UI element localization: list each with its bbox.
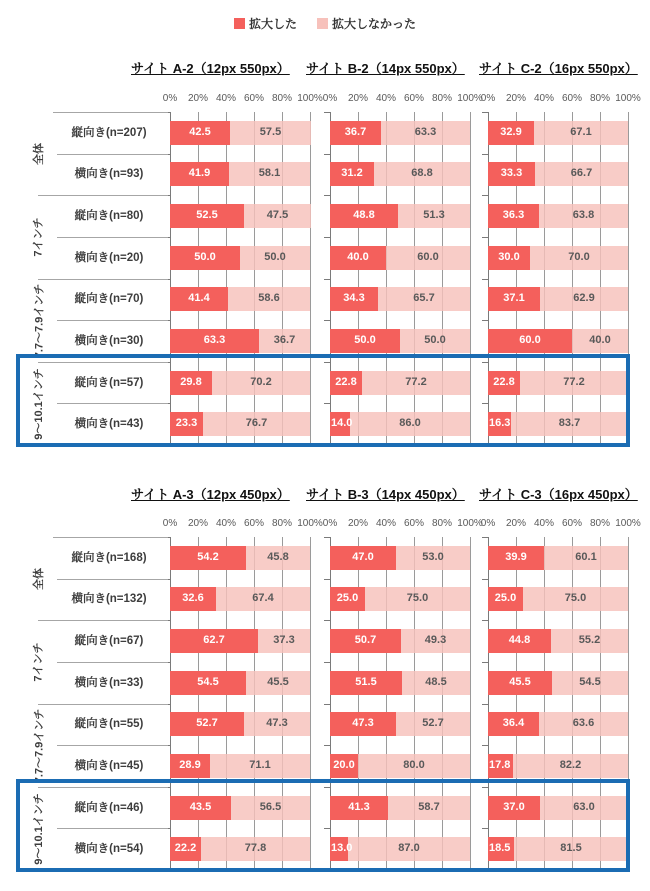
value-label-not-expanded: 67.1 [570, 126, 592, 138]
value-label-expanded: 37.1 [503, 292, 525, 304]
value-label-expanded: 16.3 [489, 417, 511, 429]
x-axis-tick-label: 60% [403, 93, 425, 104]
value-label-not-expanded: 80.0 [403, 759, 425, 771]
highlight-box-9-10-inch [16, 354, 630, 447]
value-label-not-expanded: 83.7 [558, 417, 581, 429]
value-label-not-expanded: 58.6 [258, 292, 280, 304]
axis-tick-mark [324, 620, 330, 621]
row-label: 縦向き(n=207) [71, 127, 147, 139]
row-label: 横向き(n=132) [71, 593, 147, 605]
value-label-expanded: 50.0 [194, 251, 216, 263]
value-label-expanded: 50.0 [354, 334, 376, 346]
group-label: 全体 [33, 142, 45, 165]
axis-tick-mark [482, 704, 488, 705]
legend-swatch-not-expanded-icon [317, 18, 328, 29]
value-label-not-expanded: 75.0 [406, 592, 429, 604]
value-label-expanded: 17.8 [489, 759, 511, 771]
row-label: 横向き(n=30) [74, 335, 144, 347]
value-label-expanded: 41.4 [188, 292, 210, 304]
row-label: 横向き(n=43) [74, 418, 144, 430]
value-label-expanded: 20.0 [333, 759, 355, 771]
x-axis-tick-label: 100% [297, 93, 323, 104]
value-label-expanded: 47.3 [352, 717, 374, 729]
legend-swatch-expanded-icon [234, 18, 245, 29]
value-label-expanded: 39.9 [505, 551, 527, 563]
x-axis-tick-label: 0% [480, 518, 496, 529]
axis-tick-mark [482, 745, 488, 746]
value-label-expanded: 33.3 [500, 167, 523, 179]
value-label-not-expanded: 56.5 [259, 801, 282, 813]
x-axis-tick-label: 100% [615, 518, 641, 529]
value-label-expanded: 40.0 [347, 251, 369, 263]
row-label: 縦向き(n=67) [74, 635, 144, 647]
value-label-not-expanded: 47.5 [266, 209, 289, 221]
axis-tick-mark [324, 704, 330, 705]
separator-line [53, 112, 168, 113]
x-axis-tick-label: 20% [347, 93, 369, 104]
axis-tick-mark [482, 620, 488, 621]
x-axis-tick-label: 100% [615, 93, 641, 104]
value-label-expanded: 54.2 [197, 551, 219, 563]
row-label: 横向き(n=45) [74, 760, 144, 772]
value-label-expanded: 32.6 [182, 592, 204, 604]
value-label-not-expanded: 50.0 [424, 334, 446, 346]
value-label-expanded: 28.9 [179, 759, 201, 771]
value-label-expanded: 36.4 [502, 717, 525, 729]
axis-tick-mark [482, 537, 488, 538]
value-label-not-expanded: 57.5 [259, 126, 282, 138]
value-label-expanded: 37.0 [503, 801, 525, 813]
separator-line [57, 154, 168, 155]
legend-label-expanded: 拡大した [248, 17, 297, 31]
value-label-expanded: 23.3 [175, 417, 198, 429]
value-label-not-expanded: 87.0 [398, 842, 420, 854]
x-axis-tick-label: 20% [505, 518, 527, 529]
value-label-not-expanded: 63.6 [572, 717, 595, 729]
value-label-not-expanded: 70.2 [250, 376, 272, 388]
row-label: 横向き(n=20) [74, 252, 144, 264]
x-axis-tick-label: 80% [431, 93, 453, 104]
value-label-not-expanded: 82.2 [559, 759, 582, 771]
value-label-expanded: 41.3 [348, 801, 370, 813]
value-label-not-expanded: 81.5 [560, 842, 582, 854]
axis-tick-mark [482, 195, 488, 196]
chart-title-site-c3: サイト C-3（16px 450px） [479, 487, 638, 502]
value-label-expanded: 25.0 [494, 592, 517, 604]
value-label-not-expanded: 77.2 [563, 376, 585, 388]
value-label-expanded: 43.5 [189, 801, 212, 813]
value-label-not-expanded: 71.1 [249, 759, 271, 771]
value-label-not-expanded: 37.3 [273, 634, 295, 646]
group-label: 7インチ [33, 641, 45, 682]
x-axis-tick-label: 80% [271, 518, 293, 529]
x-axis-tick-label: 60% [243, 93, 265, 104]
value-label-expanded: 47.0 [352, 551, 374, 563]
x-axis-tick-label: 20% [505, 93, 527, 104]
value-label-not-expanded: 49.3 [424, 634, 447, 646]
row-label: 横向き(n=54) [74, 843, 144, 855]
row-label: 横向き(n=33) [74, 677, 144, 689]
value-label-expanded: 22.8 [335, 376, 357, 388]
chart-title-site-b3: サイト B-3（14px 450px） [306, 487, 465, 502]
row-label: 横向き(n=93) [74, 168, 144, 180]
axis-tick-mark [482, 279, 488, 280]
value-label-expanded: 54.5 [197, 676, 219, 688]
axis-tick-mark [324, 745, 330, 746]
value-label-expanded: 60.0 [519, 334, 541, 346]
value-label-not-expanded: 54.5 [579, 676, 601, 688]
x-axis-tick-label: 0% [480, 93, 496, 104]
axis-tick-mark [482, 320, 488, 321]
x-axis-tick-label: 40% [533, 518, 555, 529]
chart-title-site-a3: サイト A-3（12px 450px） [131, 487, 290, 502]
x-axis-tick-label: 60% [243, 518, 265, 529]
value-label-expanded: 48.8 [353, 209, 375, 221]
x-axis-tick-label: 100% [297, 518, 323, 529]
x-axis-tick-label: 0% [322, 93, 338, 104]
value-label-not-expanded: 63.0 [573, 801, 595, 813]
value-label-expanded: 52.5 [196, 209, 218, 221]
row-label: 縦向き(n=70) [74, 293, 144, 305]
row-label: 縦向き(n=57) [74, 377, 144, 389]
value-label-not-expanded: 53.0 [422, 551, 444, 563]
row-label: 縦向き(n=55) [74, 718, 144, 730]
value-label-not-expanded: 60.0 [417, 251, 439, 263]
separator-line [57, 579, 168, 580]
legend-item-not-expanded [317, 15, 416, 32]
x-axis-tick-label: 60% [561, 93, 583, 104]
value-label-not-expanded: 55.2 [578, 634, 601, 646]
x-axis-tick-label: 60% [561, 518, 583, 529]
value-label-not-expanded: 51.3 [423, 209, 445, 221]
axis-tick-mark [482, 237, 488, 238]
value-label-expanded: 22.8 [493, 376, 515, 388]
group-label: 7.7～7.9インチ [33, 708, 45, 783]
separator-line [38, 279, 168, 280]
axis-tick-mark [324, 579, 330, 580]
value-label-expanded: 14.0 [331, 417, 353, 429]
separator-line [38, 704, 168, 705]
axis-tick-mark [324, 279, 330, 280]
x-axis-tick-label: 80% [589, 518, 611, 529]
value-label-not-expanded: 47.3 [266, 717, 288, 729]
value-label-expanded: 18.5 [489, 842, 511, 854]
axis-tick-mark [324, 537, 330, 538]
axis-tick-mark [482, 154, 488, 155]
value-label-expanded: 41.9 [188, 167, 211, 179]
axis-tick-mark [324, 320, 330, 321]
legend-item-expanded [234, 15, 297, 32]
value-label-expanded: 22.2 [174, 842, 197, 854]
x-axis-tick-label: 40% [533, 93, 555, 104]
group-label: 全体 [33, 567, 45, 590]
value-label-not-expanded: 58.1 [258, 167, 281, 179]
row-label: 縦向き(n=80) [74, 210, 144, 222]
x-axis-tick-label: 0% [322, 518, 338, 529]
x-axis-tick-label: 40% [375, 518, 397, 529]
x-axis-tick-label: 40% [215, 518, 237, 529]
x-axis-tick-label: 80% [431, 518, 453, 529]
value-label-not-expanded: 68.8 [411, 167, 433, 179]
value-label-not-expanded: 40.0 [589, 334, 611, 346]
value-label-not-expanded: 65.7 [413, 292, 435, 304]
x-axis-tick-label: 100% [457, 93, 483, 104]
value-label-not-expanded: 45.5 [267, 676, 289, 688]
value-label-not-expanded: 52.7 [422, 717, 444, 729]
x-axis-tick-label: 80% [271, 93, 293, 104]
x-axis-tick-label: 40% [375, 93, 397, 104]
separator-line [57, 662, 168, 663]
axis-tick-mark [324, 195, 330, 196]
axis-tick-mark [324, 154, 330, 155]
chart-title-site-c2: サイト C-2（16px 550px） [479, 61, 638, 76]
value-label-expanded: 36.7 [344, 126, 367, 138]
axis-tick-mark [482, 112, 488, 113]
chart-title-site-a2: サイト A-2（12px 550px） [131, 61, 290, 76]
value-label-expanded: 34.3 [343, 292, 365, 304]
value-label-not-expanded: 66.7 [570, 167, 593, 179]
value-label-expanded: 13.0 [331, 842, 353, 854]
x-axis-tick-label: 80% [589, 93, 611, 104]
value-label-expanded: 62.7 [203, 634, 225, 646]
separator-line [57, 237, 168, 238]
group-label: 7.7～7.9インチ [33, 283, 45, 358]
x-axis-tick-label: 60% [403, 518, 425, 529]
separator-line [38, 195, 168, 196]
value-label-not-expanded: 63.3 [414, 126, 437, 138]
value-label-expanded: 29.8 [180, 376, 202, 388]
value-label-not-expanded: 58.7 [418, 801, 440, 813]
value-label-expanded: 52.7 [196, 717, 218, 729]
x-axis-tick-label: 40% [215, 93, 237, 104]
value-label-expanded: 50.7 [354, 634, 377, 646]
value-label-expanded: 30.0 [498, 251, 520, 263]
x-axis-tick-label: 20% [187, 93, 209, 104]
value-label-expanded: 45.5 [509, 676, 531, 688]
value-label-not-expanded: 48.5 [425, 676, 447, 688]
highlight-box-9-10-inch [16, 779, 630, 872]
value-label-expanded: 36.3 [502, 209, 525, 221]
value-label-expanded: 51.5 [355, 676, 377, 688]
axis-tick-mark [324, 112, 330, 113]
value-label-expanded: 44.8 [508, 634, 531, 646]
value-label-expanded: 25.0 [336, 592, 359, 604]
x-axis-tick-label: 20% [187, 518, 209, 529]
value-label-not-expanded: 77.2 [405, 376, 427, 388]
value-label-not-expanded: 86.0 [399, 417, 421, 429]
axis-tick-mark [324, 237, 330, 238]
value-label-not-expanded: 50.0 [264, 251, 286, 263]
value-label-expanded: 32.9 [500, 126, 522, 138]
value-label-not-expanded: 70.0 [568, 251, 590, 263]
value-label-not-expanded: 67.4 [252, 592, 274, 604]
value-label-expanded: 42.5 [189, 126, 211, 138]
separator-line [57, 320, 168, 321]
x-axis-tick-label: 100% [457, 518, 483, 529]
chart-title-site-b2: サイト B-2（14px 550px） [306, 61, 465, 76]
value-label-not-expanded: 60.1 [575, 551, 597, 563]
separator-line [57, 745, 168, 746]
chart-legend [0, 15, 650, 32]
value-label-not-expanded: 62.9 [573, 292, 595, 304]
group-label: 9～10.1インチ [33, 792, 45, 865]
x-axis-tick-label: 0% [162, 518, 178, 529]
axis-tick-mark [482, 662, 488, 663]
value-label-not-expanded: 36.7 [273, 334, 296, 346]
x-axis-tick-label: 0% [162, 93, 178, 104]
axis-tick-mark [482, 579, 488, 580]
value-label-expanded: 63.3 [203, 334, 226, 346]
value-label-not-expanded: 77.8 [244, 842, 267, 854]
value-label-not-expanded: 45.8 [267, 551, 289, 563]
group-label: 9～10.1インチ [33, 367, 45, 440]
row-label: 縦向き(n=168) [71, 552, 147, 564]
row-label: 縦向き(n=46) [74, 802, 144, 814]
group-label: 7インチ [33, 216, 45, 257]
x-axis-tick-label: 20% [347, 518, 369, 529]
value-label-not-expanded: 75.0 [564, 592, 587, 604]
separator-line [53, 537, 168, 538]
axis-tick-mark [324, 662, 330, 663]
value-label-not-expanded: 63.8 [572, 209, 595, 221]
value-label-expanded: 31.2 [341, 167, 363, 179]
separator-line [38, 620, 168, 621]
value-label-not-expanded: 76.7 [245, 417, 268, 429]
legend-label-not-expanded: 拡大しなかった [332, 17, 417, 31]
